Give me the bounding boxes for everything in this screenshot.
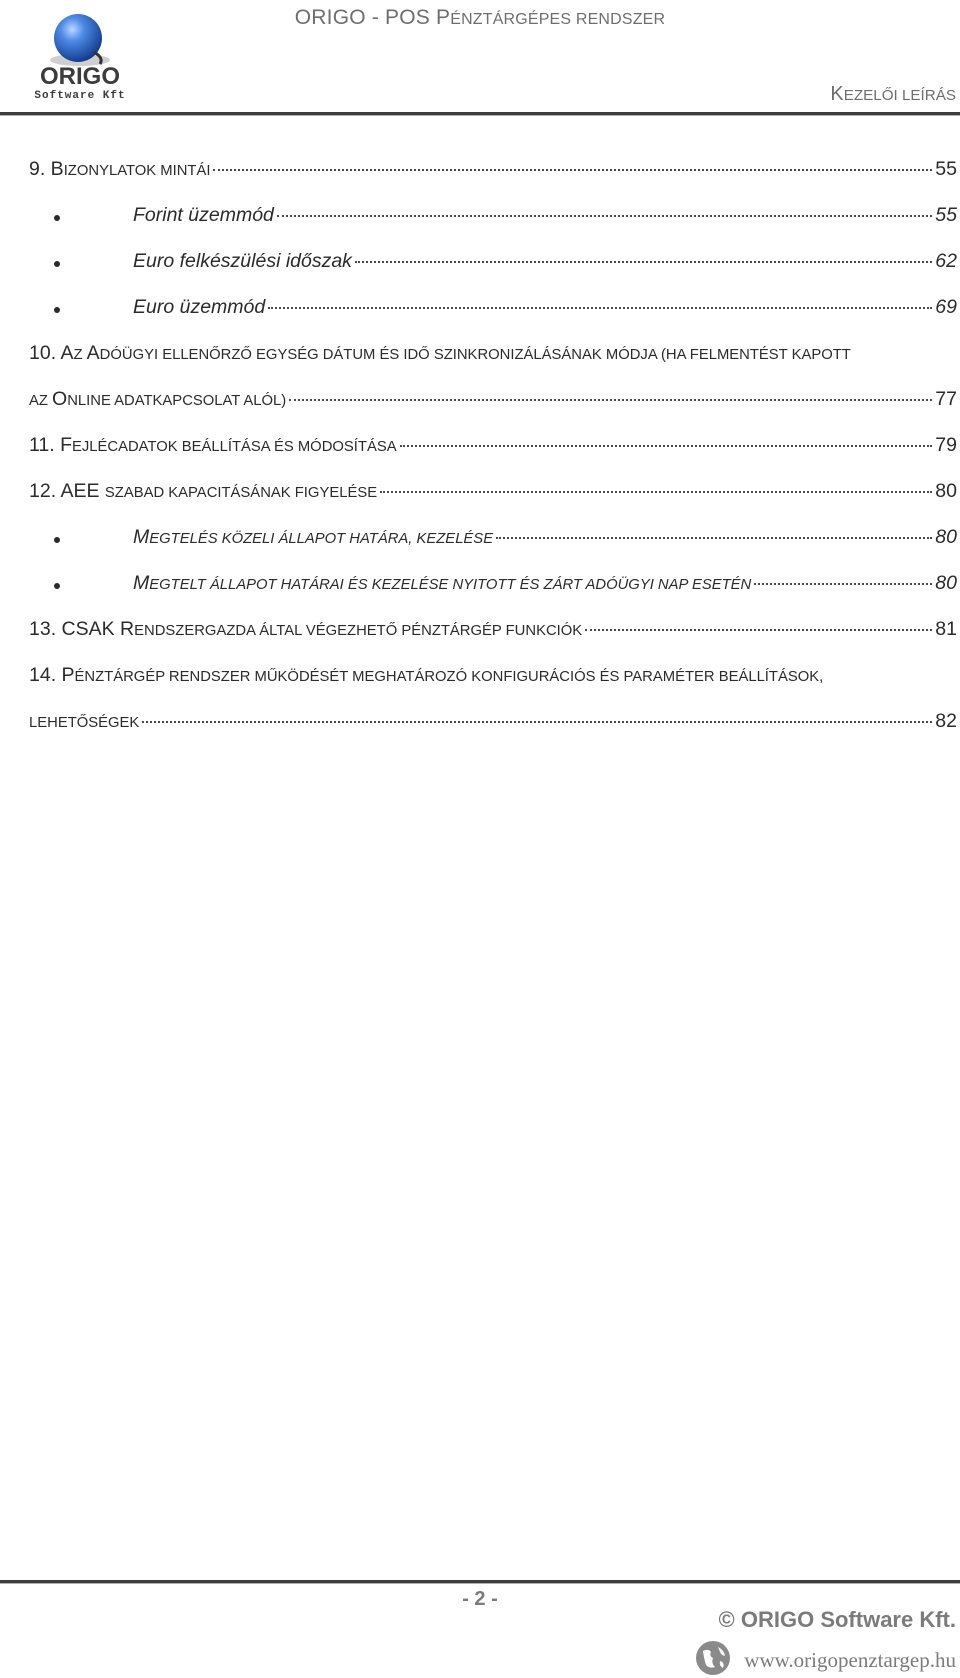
dot-leader (277, 215, 932, 217)
toc-entry[interactable] (29, 618, 957, 664)
toc-entry-title: 13. CSAK RENDSZERGAZDA ÁLTAL VÉGEZHETŐ PÉNZTÁRGÉP FUNKCIÓK (29, 618, 583, 640)
dot-leader (268, 307, 932, 309)
toc-entry-title: AZ ONLINE ADATKAPCSOLAT ALÓL) (29, 388, 287, 410)
bullet-icon (54, 530, 133, 550)
toc-page-number: 80 (935, 526, 957, 548)
copyright-notice: © ORIGO Software Kft. (718, 1607, 956, 1632)
toc-entry-title: LEHETŐSÉGEK (29, 715, 140, 731)
dot-leader (142, 721, 932, 723)
toc-entry-title: 12. AEE SZABAD KAPACITÁSÁNAK FIGYELÉSE (29, 480, 378, 502)
toc-page-number: 62 (935, 250, 957, 272)
toc-page-number: 55 (935, 204, 957, 226)
toc-page-number: 79 (935, 434, 957, 456)
toc-entry-title: 11. FEJLÉCADATOK BEÁLLÍTÁSA ÉS MÓDOSÍTÁSA (29, 434, 397, 456)
toc-entry[interactable] (29, 434, 957, 480)
website-url[interactable]: www.origopenztargep.hu (744, 1648, 956, 1672)
bullet-icon (54, 300, 133, 320)
document-header-subtitle: KEZELŐI LEÍRÁS (830, 83, 956, 105)
svg-text:Software Kft: Software Kft (34, 90, 126, 100)
toc-entry-title: MEGTELÉS KÖZELI ÁLLAPOT HATÁRA, KEZELÉSE (133, 526, 494, 548)
toc-entry[interactable] (29, 158, 957, 204)
globe-icon (694, 1639, 732, 1677)
page-number: - 2 - (462, 1588, 498, 1610)
dot-leader (380, 491, 932, 493)
toc-entry[interactable] (29, 480, 957, 526)
toc-subentry[interactable] (29, 572, 957, 618)
dot-leader (400, 445, 933, 447)
dot-leader (289, 399, 932, 401)
toc-entry-title: Euro üzemmód (133, 296, 266, 318)
toc-entry[interactable] (29, 710, 957, 756)
toc-entry[interactable] (29, 388, 957, 434)
toc-entry[interactable] (29, 342, 957, 388)
toc-page-number: 80 (935, 480, 957, 502)
toc-page-number: 80 (935, 572, 957, 594)
toc-subentry[interactable] (29, 526, 957, 572)
toc-page-number: 55 (935, 158, 957, 180)
dot-leader (585, 629, 932, 631)
toc-entry-title: Forint üzemmód (133, 204, 274, 226)
footer-divider (0, 1580, 960, 1584)
toc-entry-title: 9. BIZONYLATOK MINTÁI (29, 158, 211, 180)
toc-entry-title: MEGTELT ÁLLAPOT HATÁRAI ÉS KEZELÉSE NYITOTT ÉS ZÁRT ADÓÜGYI NAP ESETÉN (133, 572, 752, 594)
dot-leader (496, 537, 932, 539)
toc-page-number: 69 (935, 296, 957, 318)
toc-subentry[interactable] (29, 296, 957, 342)
toc-subentry[interactable] (29, 250, 957, 296)
svg-text:ORIGO: ORIGO (39, 63, 121, 90)
dot-leader (754, 583, 932, 585)
toc-page-number: 77 (935, 388, 957, 410)
toc-page-number: 81 (935, 618, 957, 640)
toc-page-number: 82 (935, 710, 957, 732)
toc-subentry[interactable] (29, 204, 957, 250)
table-of-contents (29, 158, 957, 756)
dot-leader (213, 169, 932, 171)
bullet-icon (54, 576, 133, 596)
header-divider (0, 112, 960, 116)
document-header-title: ORIGO - POS PÉNZTÁRGÉPES RENDSZER (294, 6, 666, 29)
bullet-icon (54, 254, 133, 274)
toc-entry-title: Euro felkészülési időszak (133, 250, 352, 272)
toc-entry-title: 10. AZ ADÓÜGYI ELLENŐRZŐ EGYSÉG DÁTUM ÉS IDŐ SZINKRONIZÁLÁSÁNAK MÓDJA (HA FELMENTÉST KAPOTT (29, 342, 851, 364)
toc-entry[interactable] (29, 664, 957, 710)
dot-leader (355, 261, 932, 263)
toc-entry-title: 14. PÉNZTÁRGÉP RENDSZER MŰKÖDÉSÉT MEGHATÁROZÓ KONFIGURÁCIÓS ÉS PARAMÉTER BEÁLLÍTÁSOK, (29, 664, 824, 686)
bullet-icon (54, 208, 133, 228)
